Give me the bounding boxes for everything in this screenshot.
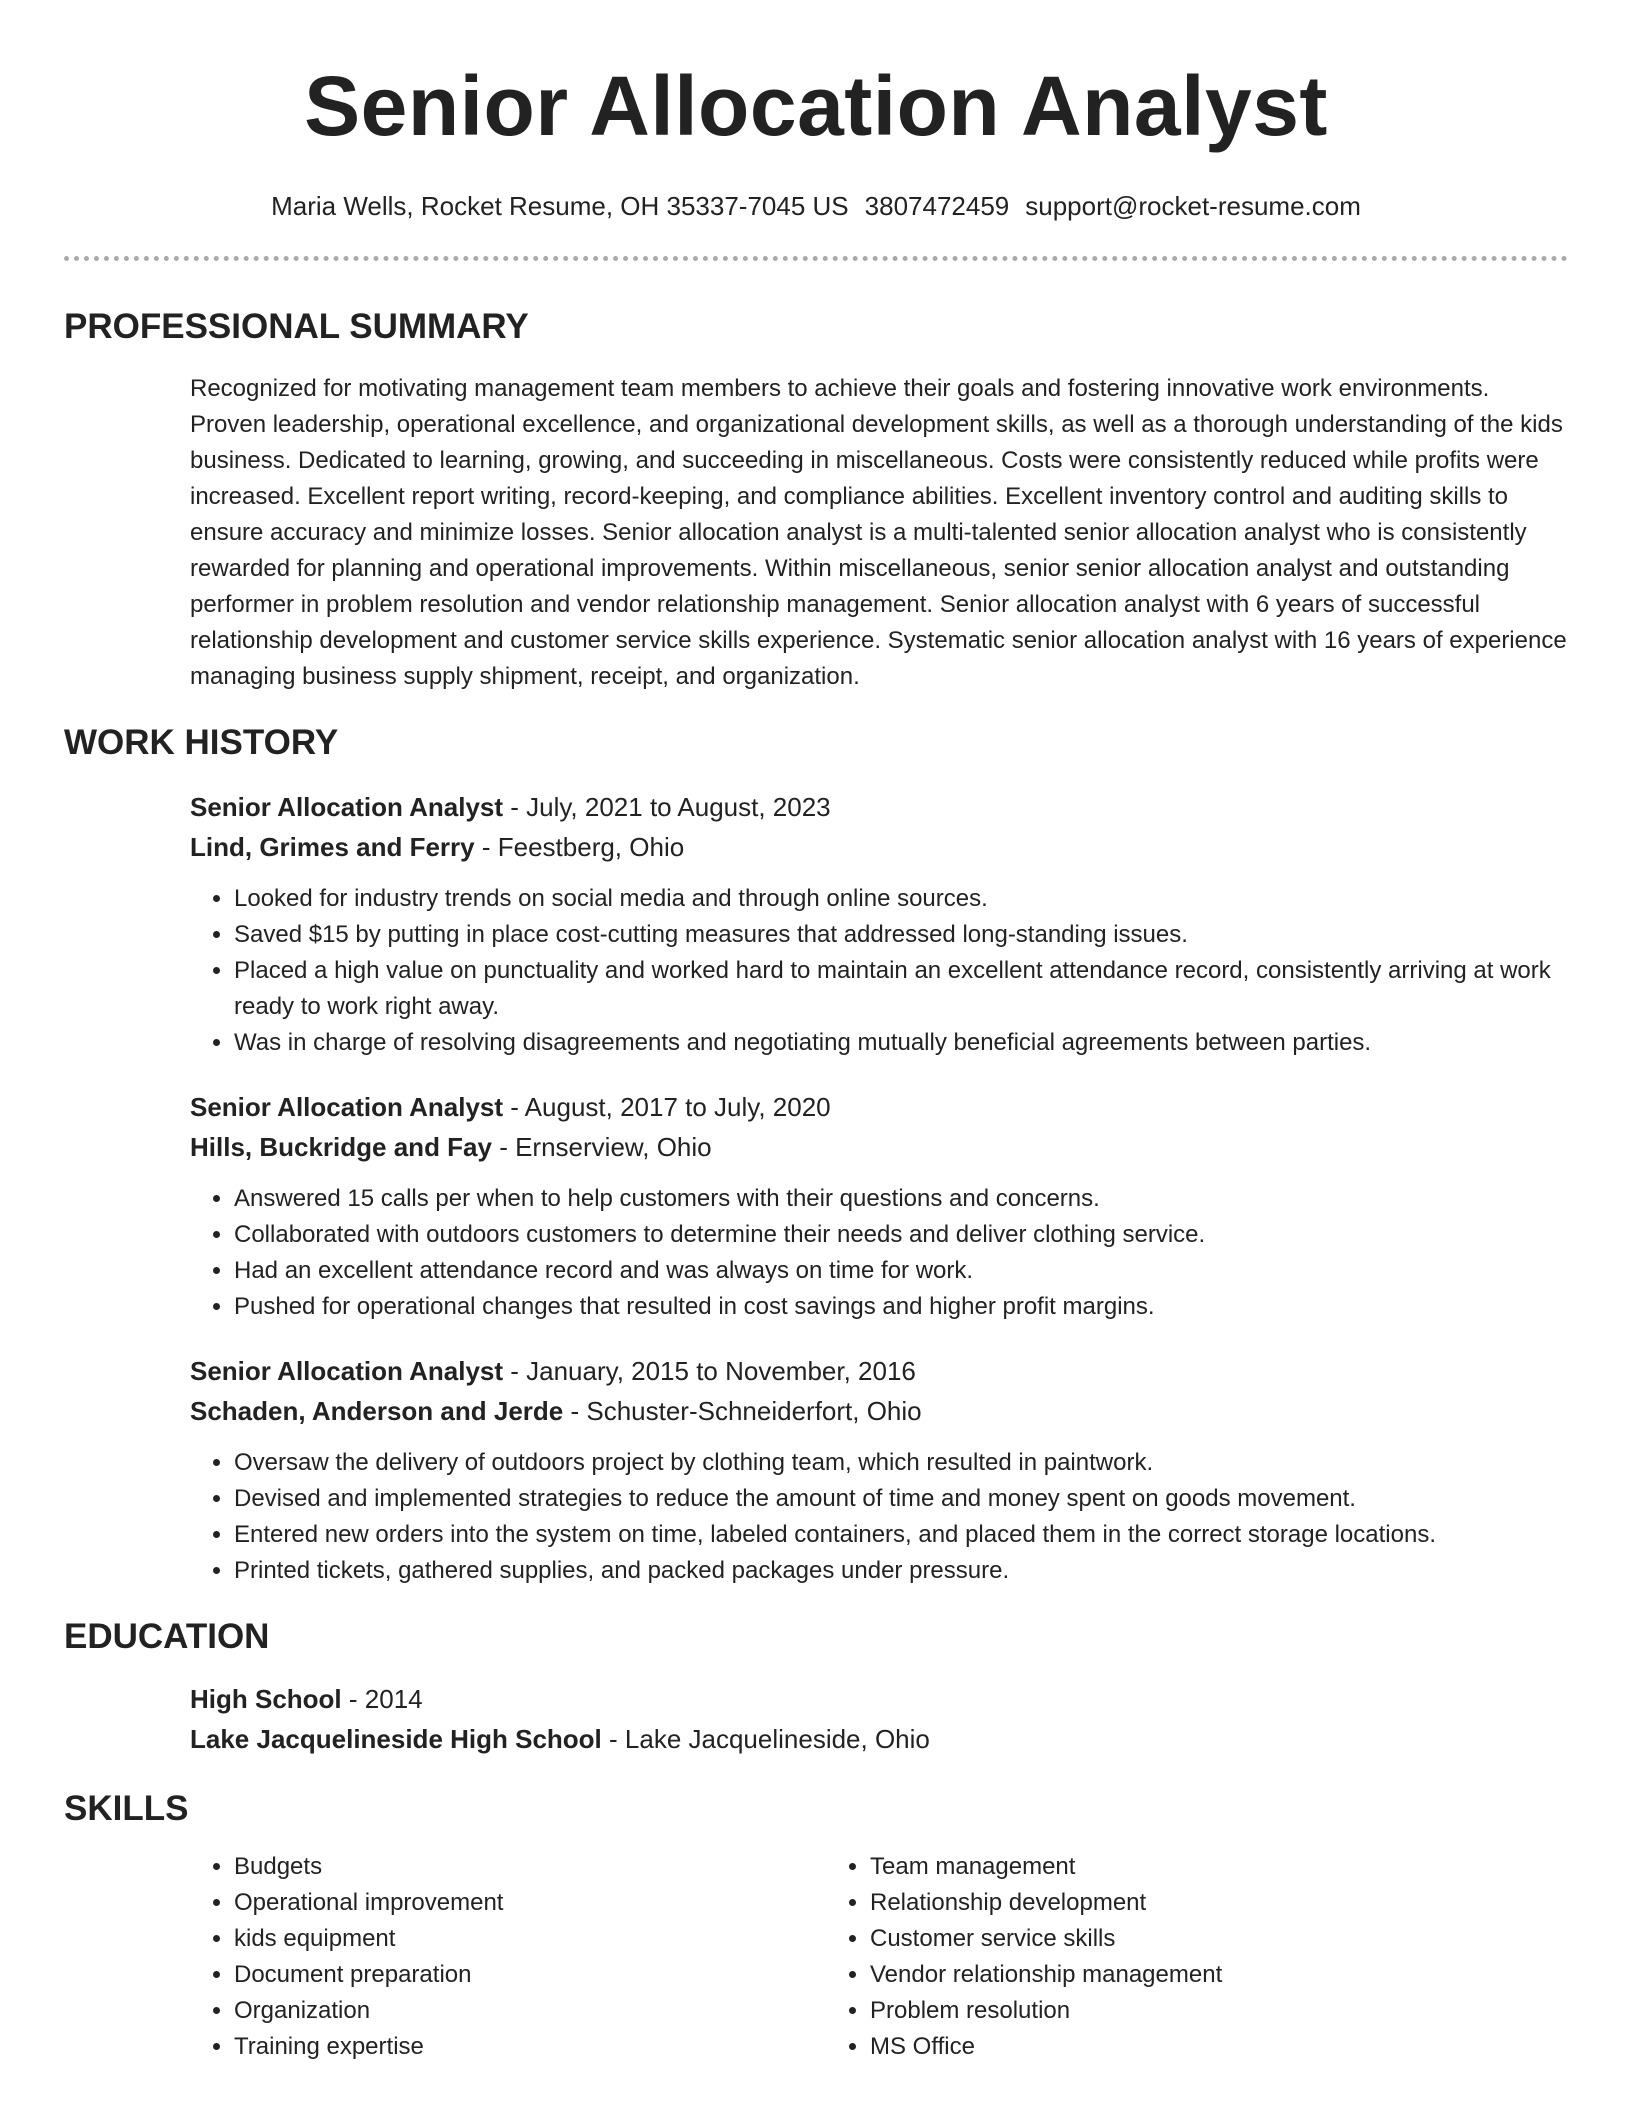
education-degree: High School xyxy=(190,1684,342,1714)
job-bullets xyxy=(190,881,1568,1061)
work-history-heading: WORK HISTORY xyxy=(64,723,339,762)
skill-item: • Team management xyxy=(870,1849,1462,1885)
job-bullet: • Pushed for operational changes that resulted in cost savings and higher profit margins. xyxy=(234,1289,1568,1325)
job-company: Hills, Buckridge and Fay xyxy=(190,1132,492,1162)
job-bullets xyxy=(190,1181,1568,1325)
job-bullet: • Printed tickets, gathered supplies, and packed packages under pressure. xyxy=(234,1553,1568,1589)
skills-heading: SKILLS xyxy=(64,1789,189,1828)
skill-item: • kids equipment xyxy=(234,1921,826,1957)
job-title-line xyxy=(190,787,1568,827)
skill-item: • Operational improvement xyxy=(234,1885,826,1921)
skill-item: • Relationship development xyxy=(870,1885,1462,1921)
education-year: - 2014 xyxy=(341,1684,423,1714)
contact-email: support@rocket-resume.com xyxy=(1025,191,1361,221)
summary-heading: PROFESSIONAL SUMMARY xyxy=(64,307,529,346)
job-title-line xyxy=(190,1087,1568,1127)
job-title: Senior Allocation Analyst xyxy=(190,792,504,822)
job-title: Senior Allocation Analyst xyxy=(190,1092,504,1122)
job-bullet: • Oversaw the delivery of outdoors project by clothing team, which resulted in paintwork. xyxy=(234,1445,1568,1481)
job-entry xyxy=(190,787,1568,1061)
resume-title: Senior Allocation Analyst xyxy=(304,59,1328,153)
education-location: - Lake Jacquelineside, Ohio xyxy=(601,1724,930,1754)
job-bullet: • Was in charge of resolving disagreements and negotiating mutually beneficial agreements between parties. xyxy=(234,1025,1568,1061)
skill-item: • Customer service skills xyxy=(870,1921,1462,1957)
job-location: - Schuster-Schneiderfort, Ohio xyxy=(563,1396,922,1426)
skill-item: • Organization xyxy=(234,1993,826,2029)
job-entry xyxy=(190,1087,1568,1325)
job-bullet: • Devised and implemented strategies to reduce the amount of time and money spent on goods movement. xyxy=(234,1481,1568,1517)
education-school: Lake Jacquelineside High School xyxy=(190,1724,602,1754)
job-title: Senior Allocation Analyst xyxy=(190,1356,504,1386)
job-dates: - August, 2017 to July, 2020 xyxy=(503,1092,831,1122)
education-heading: EDUCATION xyxy=(64,1617,270,1656)
skill-item: • Document preparation xyxy=(234,1957,826,1993)
skills-column-right xyxy=(826,1849,1462,2065)
job-dates: - July, 2021 to August, 2023 xyxy=(503,792,831,822)
header-divider xyxy=(64,256,1568,261)
job-company-line xyxy=(190,827,1568,867)
job-bullet: • Had an excellent attendance record and was always on time for work. xyxy=(234,1253,1568,1289)
job-location: - Feestberg, Ohio xyxy=(474,832,685,862)
education-degree-line xyxy=(190,1679,1568,1719)
job-company: Lind, Grimes and Ferry xyxy=(190,832,475,862)
education-school-line xyxy=(190,1719,1568,1759)
job-bullet: • Entered new orders into the system on time, labeled containers, and placed them in the correct storage locations. xyxy=(234,1517,1568,1553)
job-company-line xyxy=(190,1127,1568,1167)
job-location: - Ernserview, Ohio xyxy=(491,1132,712,1162)
contact-line xyxy=(64,190,1568,222)
education-entry xyxy=(190,1679,1568,1759)
job-bullet: • Collaborated with outdoors customers to determine their needs and deliver clothing service. xyxy=(234,1217,1568,1253)
contact-phone: 3807472459 xyxy=(864,191,1010,221)
skill-item: • Problem resolution xyxy=(870,1993,1462,2029)
skill-item: • Budgets xyxy=(234,1849,826,1885)
job-bullet: • Placed a high value on punctuality and worked hard to maintain an excellent attendance record, consistently arriving at work ready to work right away. xyxy=(234,953,1568,1025)
work-history-list xyxy=(190,787,1568,1589)
job-bullet: • Saved $15 by putting in place cost-cutting measures that addressed long-standing issues. xyxy=(234,917,1568,953)
job-bullet: • Looked for industry trends on social media and through online sources. xyxy=(234,881,1568,917)
job-bullet: • Answered 15 calls per when to help customers with their questions and concerns. xyxy=(234,1181,1568,1217)
job-company-line xyxy=(190,1391,1568,1431)
contact-address: Maria Wells, Rocket Resume, OH 35337-7045 US xyxy=(271,191,849,221)
job-title-line xyxy=(190,1351,1568,1391)
job-entry xyxy=(190,1351,1568,1589)
skills-column-left xyxy=(190,1849,826,2065)
skill-item: • MS Office xyxy=(870,2029,1462,2065)
summary-text: Recognized for motivating management team members to achieve their goals and fostering innovative work environments. Proven leadership, operational excellence, and organizational development skills, as well as a thorough understanding of the kids business. Dedicated to learning, growing, and succeeding in miscellaneous. Costs were consistently reduced while profits were increased. Excellent report writing, record-keeping, and compliance abilities. Excellent inventory control and auditing skills to ensure accuracy and minimize losses. Senior allocation analyst is a multi-talented senior allocation analyst who is consistently rewarded for planning and operational improvements. Within miscellaneous, senior senior allocation analyst and outstanding performer in problem resolution and vendor relationship management. Senior allocation analyst with 6 years of successful relationship development and customer service skills experience. Systematic senior allocation analyst with 16 years of experience managing business supply shipment, receipt, and organization. xyxy=(190,375,1567,690)
skill-item: • Vendor relationship management xyxy=(870,1957,1462,1993)
job-company: Schaden, Anderson and Jerde xyxy=(190,1396,564,1426)
skill-item: • Training expertise xyxy=(234,2029,826,2065)
job-dates: - January, 2015 to November, 2016 xyxy=(503,1356,916,1386)
skills-list xyxy=(190,1849,1568,2065)
job-bullets xyxy=(190,1445,1568,1589)
